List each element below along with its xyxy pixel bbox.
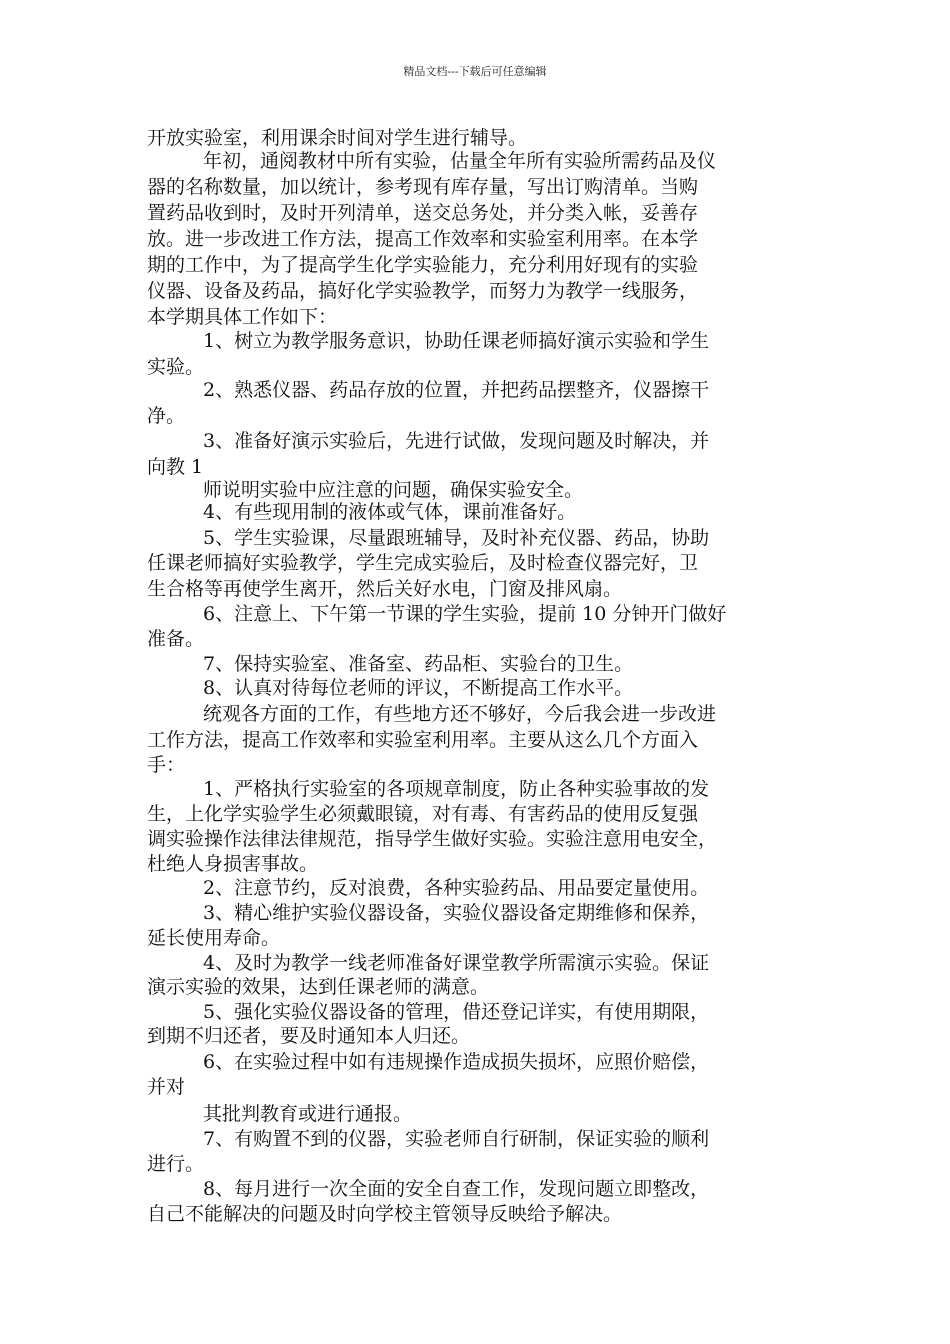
text-line: 8、认真对待每位老师的评议，不断提高工作水平。: [203, 677, 634, 699]
text-line: 任课老师搞好实验教学，学生完成实验后，及时检查仪器完好，卫: [147, 552, 699, 574]
text-line: 统观各方面的工作，有些地方还不够好，今后我会进一步改进: [203, 703, 717, 725]
text-line: 生，上化学实验学生必须戴眼镜，对有毒、有害药品的使用反复强: [147, 803, 699, 825]
text-line: 进行。: [147, 1153, 205, 1175]
text-line: 年初，通阅教材中所有实验，估量全年所有实验所需药品及仪: [203, 150, 717, 172]
text-line: 本学期具体工作如下：: [147, 306, 338, 328]
text-line: 净。: [147, 405, 186, 427]
text-line: 工作方法，提高工作效率和实验室利用率。主要从这么几个方面入: [147, 729, 699, 751]
text-line: 4、及时为教学一线老师准备好课堂教学所需演示实验。保证: [203, 952, 710, 974]
text-line: 1、严格执行实验室的各项规章制度，防止各种实验事故的发: [203, 778, 710, 800]
text-line: 准备。: [147, 628, 205, 650]
text-line: 其批判教育或进行通报。: [203, 1103, 413, 1125]
text-line: 7、有购置不到的仪器，实验老师自行研制，保证实验的顺利: [203, 1128, 710, 1150]
text-line: 演示实验的效果，达到任课老师的满意。: [147, 976, 490, 998]
text-line: 延长使用寿命。: [147, 927, 281, 949]
text-line: 8、每月进行一次全面的安全自查工作，发现问题立即整改，: [203, 1178, 710, 1200]
text-line: 生合格等再使学生离开，然后关好水电，门窗及排风扇。: [147, 578, 623, 600]
text-line: 5、强化实验仪器设备的管理，借还登记详实，有使用期限，: [203, 1001, 710, 1023]
text-line: 1、树立为教学服务意识，协助任课老师搞好演示实验和学生: [203, 330, 710, 352]
text-line: 置药品收到时，及时开列清单，送交总务处，并分类入帐，妥善存: [147, 202, 699, 224]
text-line: 7、保持实验室、准备室、药品柜、实验台的卫生。: [203, 653, 634, 675]
text-line: 开放实验室，利用课余时间对学生进行辅导。: [147, 127, 528, 149]
text-line: 4、有些现用制的液体或气体，课前准备好。: [203, 501, 577, 523]
text-line: 手：: [147, 754, 186, 776]
text-line: 3、准备好演示实验后，先进行试做，发现问题及时解决，并: [203, 430, 710, 452]
text-line: 师说明实验中应注意的问题，确保实验安全。: [203, 479, 584, 501]
text-line: 实验。: [147, 356, 205, 378]
text-line: 杜绝人身损害事故。: [147, 853, 319, 875]
text-line: 调实验操作法律法律规范，指导学生做好实验。实验注意用电安全，: [147, 828, 718, 850]
text-line: 放。进一步改进工作方法，提高工作效率和实验室利用率。在本学: [147, 228, 699, 250]
text-line: 自己不能解决的问题及时向学校主管领导反映给予解决。: [147, 1203, 623, 1225]
text-line: 3、精心维护实验仪器设备，实验仪器设备定期维修和保养，: [203, 902, 710, 924]
text-line: 期的工作中，为了提高学生化学实验能力，充分利用好现有的实验: [147, 254, 699, 276]
text-line: 2、注意节约，反对浪费，各种实验药品、用品要定量使用。: [203, 877, 710, 899]
text-line: 2、熟悉仪器、药品存放的位置，并把药品摆整齐，仪器擦干: [203, 379, 710, 401]
text-line: 到期不归还者，要及时通知本人归还。: [147, 1025, 471, 1047]
text-line: 仪器、设备及药品，搞好化学实验教学，而努力为教学一线服务，: [147, 280, 699, 302]
text-line: 5、学生实验课，尽量跟班辅导，及时补充仪器、药品，协助: [203, 527, 710, 549]
text-line: 器的名称数量，加以统计，参考现有库存量，写出订购清单。当购: [147, 176, 699, 198]
text-line: 6、在实验过程中如有违规操作造成损失损坏，应照价赔偿，: [203, 1051, 710, 1073]
text-line: 向教 1: [147, 456, 204, 478]
text-line: 6、注意上、下午第一节课的学生实验，提前 10 分钟开门做好: [203, 603, 727, 625]
text-line: 并对: [147, 1076, 186, 1098]
page-header: 精品文档---下载后可任意编辑: [403, 65, 547, 78]
